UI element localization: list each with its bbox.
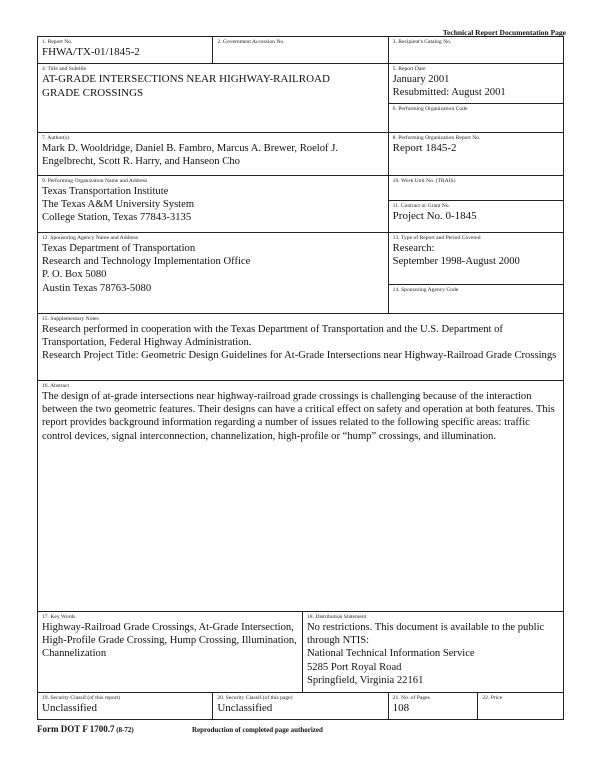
field-perf-org-name	[38, 176, 389, 232]
value-security-page: Unclassified	[217, 702, 273, 714]
label-title: 4. Title and Subtitle	[42, 66, 87, 72]
field-title	[38, 64, 389, 132]
label-report-date: 5. Report Date	[392, 66, 426, 72]
label-num-pages: 21. No. of Pages	[392, 695, 430, 701]
label-sponsor-code: 14. Sponsoring Agency Code	[392, 287, 459, 293]
label-work-unit: 10. Work Unit No. (TRAIS)	[392, 178, 456, 184]
label-report-no: 1. Report No.	[42, 39, 73, 45]
row-keywords-distribution	[38, 612, 563, 693]
row-security	[38, 693, 563, 719]
label-authors: 7. Author(s)	[42, 135, 70, 141]
label-sponsor: 12. Sponsoring Agency Name and Address	[42, 235, 139, 241]
field-perf-org-report-no	[389, 133, 563, 175]
form-footer	[37, 724, 323, 734]
field-work-unit	[389, 176, 563, 201]
field-report-date	[389, 64, 563, 104]
label-perf-org-code: 6. Performing Organization Code	[392, 106, 468, 112]
field-sponsor-code	[389, 285, 563, 313]
form-number: Form DOT F 1700.7	[37, 724, 115, 734]
label-report-type: 13. Type of Report and Period Covered	[392, 235, 481, 241]
row-report-ids	[38, 37, 563, 64]
field-gov-accession	[213, 37, 388, 63]
label-perf-org-name: 9. Performing Organization Name and Address	[42, 178, 148, 184]
value-report-no: FHWA/TX-01/1845-2	[42, 46, 140, 58]
field-authors	[38, 133, 389, 175]
row-supp-notes	[38, 314, 563, 381]
value-abstract: The design of at-grade intersections near highway-railroad grade crossings is challenging because of the interaction between the two geometric features. Their designs can have a critical effect on safety and operation at both features. This report provides background information regarding a number of issues related to the following specific areas: traffic control devices, signal interconnection, channelization, high-profile or “hump” crossings, and illumination.	[42, 391, 555, 442]
form-date: (8-72)	[116, 726, 134, 734]
page-title: Technical Report Documentation Page	[442, 28, 566, 37]
report-documentation-form	[37, 36, 564, 720]
label-catalog-no: 3. Recipient's Catalog No.	[392, 39, 452, 45]
field-abstract	[38, 381, 563, 611]
value-distribution: No restrictions. This document is available to the public through NTIS: National Technical Information Service 5285 Port Royal Road Springfield, Virginia 22161	[306, 622, 545, 686]
value-perf-org-report-no: Report 1845-2	[392, 142, 457, 154]
label-security-page: 20. Security Classif.(of this page)	[217, 695, 293, 701]
label-price: 22. Price	[482, 695, 503, 701]
field-sponsor	[38, 233, 389, 313]
field-stack-type	[389, 233, 563, 313]
row-sponsor	[38, 233, 563, 314]
value-sponsor: Texas Department of Transportation Research and Technology Implementation Office P. O. Box 5080 Austin Texas 78763-5080	[42, 243, 251, 294]
value-supp-notes: Research performed in cooperation with the Texas Department of Transportation and the U.S. Department of Transportation, Federal Highway Administration. Research Project Title: Geometric Design Guidelines for At-Grade Intersections near Highway-Railroad Grade Crossings	[42, 324, 557, 362]
field-distribution	[303, 612, 563, 692]
row-authors	[38, 133, 563, 176]
value-report-date: January 2001 Resubmitted: August 2001	[392, 74, 506, 99]
label-supp-notes: 15. Supplementary Notes	[42, 316, 99, 322]
label-abstract: 16. Abstract	[42, 383, 70, 389]
field-stack-work	[389, 176, 563, 232]
value-title: AT-GRADE INTERSECTIONS NEAR HIGHWAY-RAILROAD GRADE CROSSINGS	[42, 73, 330, 99]
field-report-no	[38, 37, 213, 63]
field-supp-notes	[38, 314, 563, 380]
label-perf-org-report-no: 8. Performing Organization Report No.	[392, 135, 481, 141]
reproduction-note: Reproduction of completed page authorized	[192, 726, 323, 734]
label-distribution: 18. Distribution Statement	[306, 614, 367, 620]
field-num-pages	[389, 693, 479, 719]
value-key-words: Highway-Railroad Grade Crossings, At-Grade Intersection, High-Profile Grade Crossing, Hump Crossing, Illumination, Channelization	[42, 622, 297, 660]
field-report-type	[389, 233, 563, 285]
label-security-report: 19. Security Classif.(of this report)	[42, 695, 120, 701]
row-abstract	[38, 381, 563, 612]
field-security-report	[38, 693, 213, 719]
value-security-report: Unclassified	[42, 702, 97, 714]
field-perf-org-code	[389, 104, 563, 132]
label-key-words: 17. Key Words	[42, 614, 76, 620]
value-authors: Mark D. Wooldridge, Daniel B. Fambro, Marcus A. Brewer, Roelof J. Engelbrecht, Scott R. Harry, and Hanseon Cho	[42, 143, 338, 168]
field-key-words	[38, 612, 303, 692]
label-contract-no: 11. Contract or Grant No.	[392, 203, 450, 209]
field-price	[478, 693, 563, 719]
value-num-pages: 108	[392, 702, 410, 714]
value-contract-no: Project No. 0-1845	[392, 210, 477, 222]
field-security-page	[213, 693, 388, 719]
row-title-date	[38, 64, 563, 133]
field-stack-date	[389, 64, 563, 132]
field-contract-no	[389, 201, 563, 232]
row-performing-org	[38, 176, 563, 233]
value-report-type: Research: September 1998-August 2000	[392, 243, 520, 268]
value-perf-org-name: Texas Transportation Institute The Texas A&M University System College Station, Texas 77843-3135	[42, 186, 195, 224]
field-catalog-no	[389, 37, 563, 63]
label-gov-accession: 2. Government Accession No.	[217, 39, 285, 45]
